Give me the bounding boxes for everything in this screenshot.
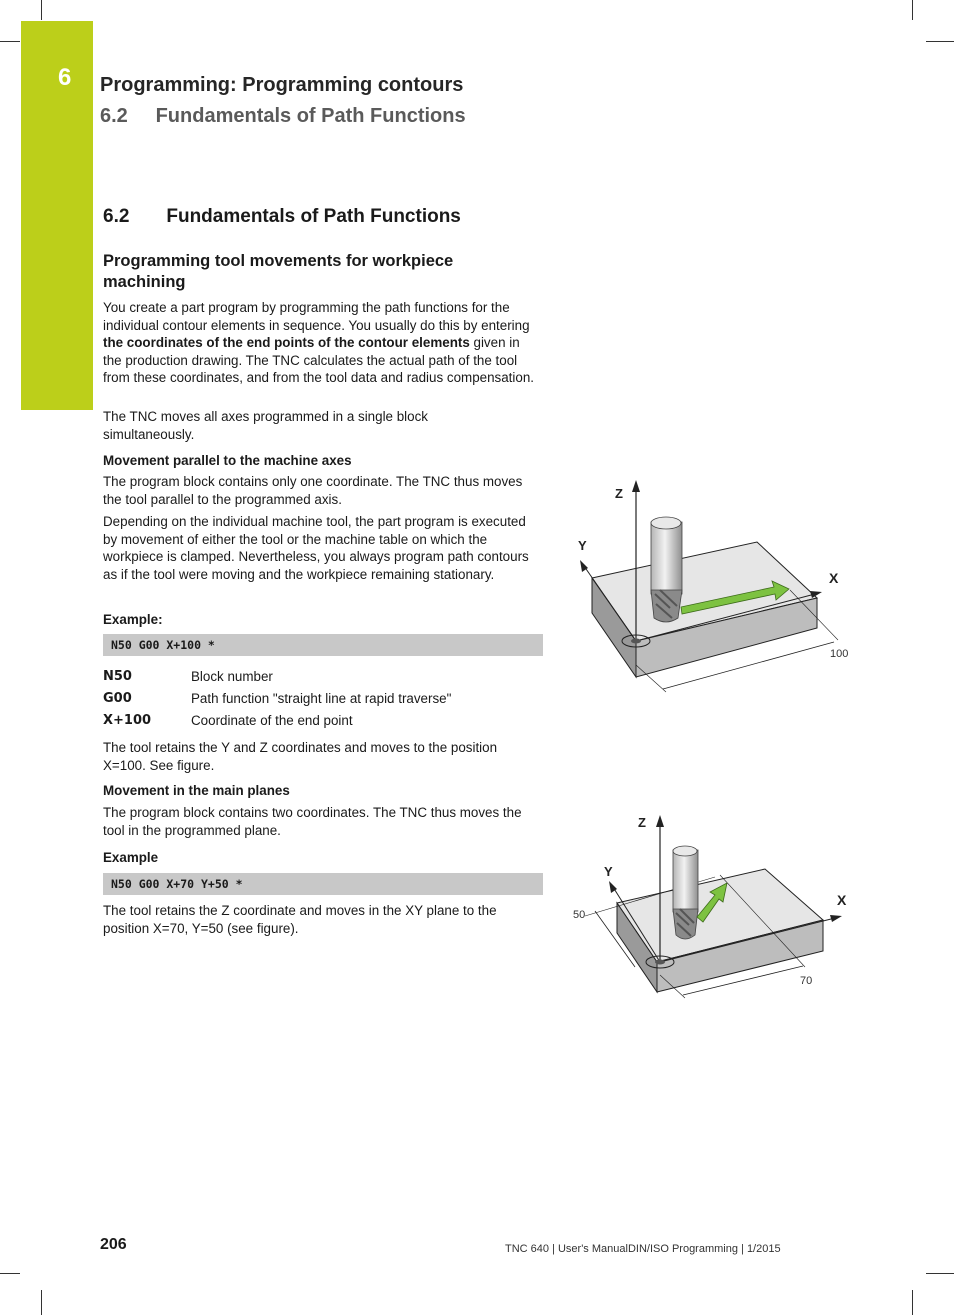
crop-mark	[926, 1273, 954, 1274]
crop-mark	[912, 0, 913, 20]
main-planes-result-paragraph: The tool retains the Z coordinate and moves in the XY plane to the position X=70, Y=50 (see figure).	[103, 903, 497, 936]
code-text: N50 G00 X+70 Y+50 *	[111, 877, 243, 891]
section-reference: 6.2 Fundamentals of Path Functions	[100, 105, 466, 127]
axis-label-z: Z	[638, 815, 646, 830]
figure-parallel-movement	[560, 470, 860, 700]
intro-paragraph	[103, 299, 540, 387]
intro-text-end: given in the production drawing. The TNC calculates the actual path of the tool from these coordinates, and from the tool data and radius compensation.	[103, 335, 534, 385]
parallel-paragraph-1: The program block contains only one coordinate. The TNC thus moves the tool parallel to the programmed axis.	[103, 474, 523, 507]
param-desc: Block number	[191, 669, 273, 684]
code-text: N50 G00 X+100 *	[111, 638, 215, 652]
axis-label-y: Y	[578, 538, 587, 553]
axis-label-x: X	[837, 892, 847, 908]
chapter-tab	[21, 21, 93, 410]
milling-tool	[651, 522, 682, 594]
chapter-number: 6	[58, 64, 72, 91]
figure-main-plane-movement	[565, 805, 865, 1005]
intro-text: You create a part program by programming the path functions for the individual contour elements in sequence. You usually do this by entering	[103, 300, 530, 333]
crop-mark	[926, 41, 954, 42]
code-block	[103, 634, 543, 656]
dimension-label: 100	[830, 648, 849, 660]
param-key: X+100	[103, 713, 152, 728]
crop-mark	[41, 1290, 42, 1315]
example-label: Example	[103, 850, 159, 865]
intro-bold-text: the coordinates of the end points of the contour elements	[103, 335, 470, 350]
milling-tool	[673, 850, 698, 912]
parallel-heading: Movement parallel to the machine axes	[103, 453, 352, 468]
subsection-heading: Programming tool movements for workpiece machining	[103, 252, 454, 291]
crop-mark	[912, 1290, 913, 1315]
code-block	[103, 873, 543, 895]
main-planes-paragraph: The program block contains two coordinates. The TNC thus moves the tool in the programmed plane.	[103, 805, 522, 838]
page-number: 206	[100, 1236, 127, 1253]
axis-label-y: Y	[604, 864, 613, 879]
axis-label-x: X	[829, 570, 839, 586]
param-key: N50	[103, 669, 132, 684]
dimension-label-y: 50	[573, 909, 586, 921]
param-key: G00	[103, 691, 132, 706]
crop-mark	[0, 1273, 20, 1274]
param-desc: Path function "straight line at rapid traverse"	[191, 691, 452, 706]
footer-manual-info: TNC 640 | User's ManualDIN/ISO Programming | 1/2015	[505, 1243, 781, 1255]
chapter-title: Programming: Programming contours	[100, 74, 464, 96]
axis-label-z: Z	[615, 486, 623, 501]
main-planes-heading: Movement in the main planes	[103, 783, 290, 798]
section-heading: 6.2 Fundamentals of Path Functions	[103, 206, 461, 227]
crop-mark	[0, 41, 20, 42]
simultaneous-paragraph: The TNC moves all axes programmed in a single block simultaneously.	[103, 409, 428, 442]
dimension-label-x: 70	[800, 975, 813, 987]
param-desc: Coordinate of the end point	[191, 713, 353, 728]
parallel-result-paragraph: The tool retains the Y and Z coordinates and moves to the position X=100. See figure.	[103, 740, 498, 773]
parallel-paragraph-2: Depending on the individual machine tool, the part program is executed by movement of either the tool or the machine table on which the workpiece is clamped. Nevertheless, you always program path contours as if the tool were moving and the workpiece remaining stationary.	[103, 514, 529, 582]
example-label: Example:	[103, 612, 163, 627]
crop-mark	[41, 0, 42, 20]
